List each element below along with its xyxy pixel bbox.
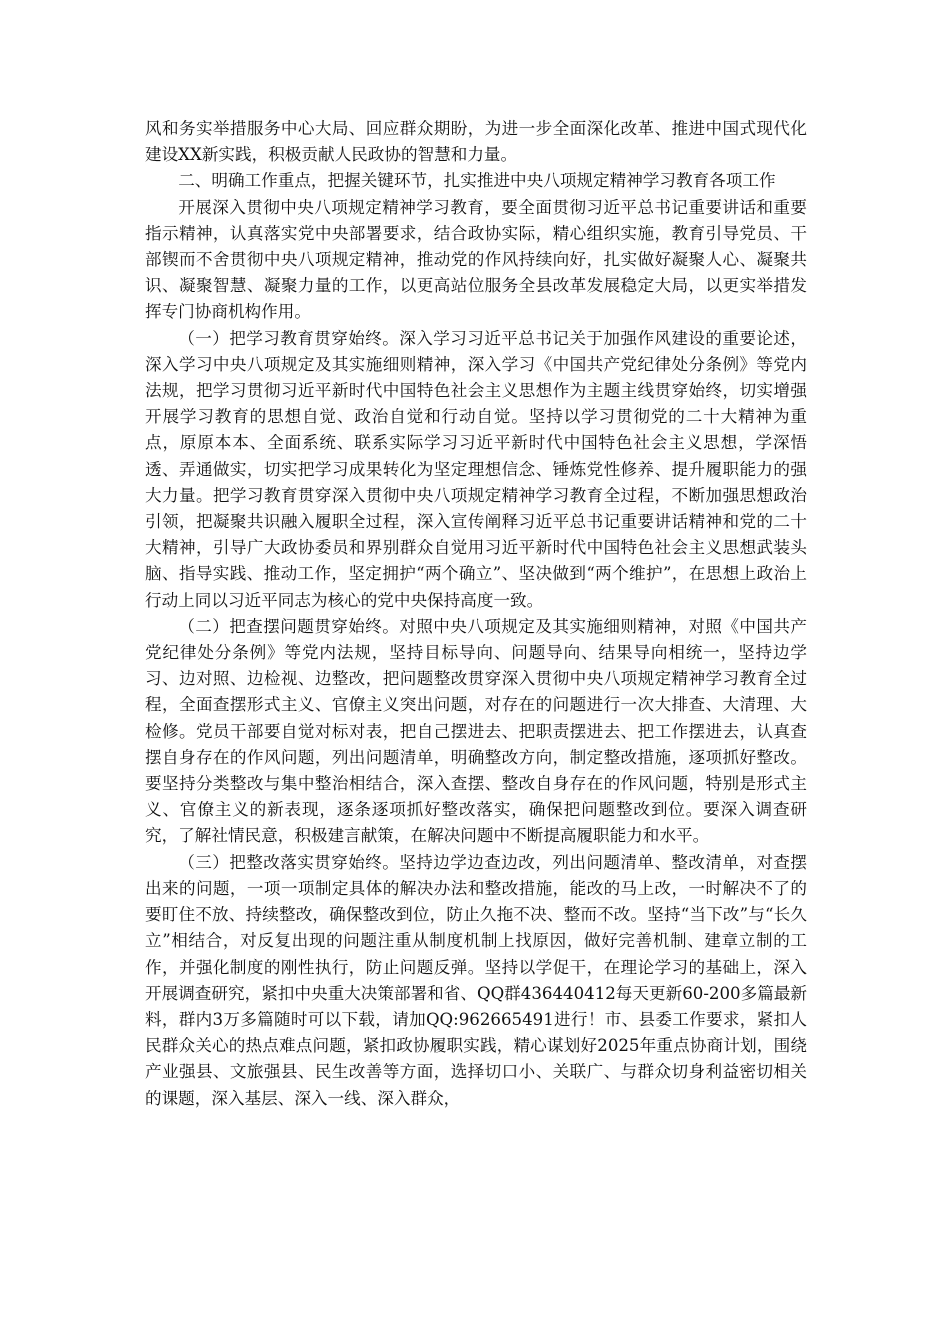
paragraph-item-3: （三）把整改落实贯穿始终。坚持边学边查边改，列出问题清单、整改清单，对查摆出来的问题，一项一项制定具体的解决办法和整改措施，能改的马上改，一时解决不了的要盯住不放、持续整改，确保整改到位，防止久拖不决、整而不改。坚持“当下改”与“长久立”相结合，对反复出现的问题注重从制度机制上找原因，做好完善机制、建章立制的工作，并强化制度的刚性执行，防止问题反弹。坚持以学促干，在理论学习的基础上，深入开展调查研究，紧扣中央重大决策部署和省、QQ群436440412每天更新60-200多篇最新料，群内3万多篇随时可以下载，请加QQ:962665491进行！市、县委工作要求，紧扣人民群众关心的热点难点问题，紧扣政协履职实践，精心谋划好2025年重点协商计划，围绕产业强县、文旅强县、民生改善等方面，选择切口小、关联广、与群众切身利益密切相关的课题，深入基层、深入一线、深入群众，	[145, 852, 807, 1108]
paragraph-item-1: （一）把学习教育贯穿始终。深入学习习近平总书记关于加强作风建设的重要论述，深入学习中央八项规定及其实施细则精神，深入学习《中国共产党纪律处分条例》等党内法规，把学习贯彻习近平新时代中国特色社会主义思想作为主题主线贯穿始终，切实增强开展学习教育的思想自觉、政治自觉和行动自觉。坚持以学习贯彻党的二十大精神为重点，原原本本、全面系统、联系实际学习习近平新时代中国特色社会主义思想，学深悟透、弄通做实，切实把学习成果转化为坚定理想信念、锤炼党性修养、提升履职能力的强大力量。把学习教育贯穿深入贯彻中央八项规定精神学习教育全过程，不断加强思想政治引领，把凝聚共识融入履职全过程，深入宣传阐释习近平总书记重要讲话精神和党的二十大精神，引导广大政协委员和界别群众自觉用习近平新时代中国特色社会主义思想武装头脑、指导实践、推动工作，坚定拥护“两个确立”、坚决做到“两个维护”，在思想上政治上行动上同以习近平同志为核心的党中央保持高度一致。	[145, 328, 807, 610]
paragraph-item-2: （二）把查摆问题贯穿始终。对照中央八项规定及其实施细则精神，对照《中国共产党纪律处分条例》等党内法规，坚持目标导向、问题导向、结果导向相统一，坚持边学习、边对照、边检视、边整改，把问题整改贯穿深入贯彻中央八项规定精神学习教育全过程，全面查摆形式主义、官僚主义突出问题，对存在的问题进行一次大排查、大清理、大检修。党员干部要自觉对标对表，把自己摆进去、把职责摆进去、把工作摆进去，认真查摆自身存在的作风问题，列出问题清单，明确整改方向，制定整改措施，逐项抓好整改。要坚持分类整改与集中整治相结合，深入查摆、整改自身存在的作风问题，特别是形式主义、官僚主义的新表现，逐条逐项抓好整改落实，确保把问题整改到位。要深入调查研究，了解社情民意，积极建言献策，在解决问题中不断提高履职能力和水平。	[145, 616, 807, 846]
section-heading-2: 二、明确工作重点，把握关键环节，扎实推进中央八项规定精神学习教育各项工作	[178, 171, 776, 191]
document-page	[145, 116, 807, 1112]
paragraph-section-2-body: 开展深入贯彻中央八项规定精神学习教育，要全面贯彻习近平总书记重要讲话和重要指示精神，认真落实党中央部署要求，结合政协实际，精心组织实施，教育引导党员、干部锲而不舍贯彻中央八项规定精神，推动党的作风持续向好，扎实做好凝聚人心、凝聚共识、凝聚智慧、凝聚力量的工作，以更高站位服务全县改革发展稳定大局，以更实举措发挥专门协商机构作用。	[145, 197, 807, 322]
paragraph-intro-continuation: 风和务实举措服务中心大局、回应群众期盼，为进一步全面深化改革、推进中国式现代化建设XX新实践，积极贡献人民政协的智慧和力量。	[145, 119, 807, 165]
